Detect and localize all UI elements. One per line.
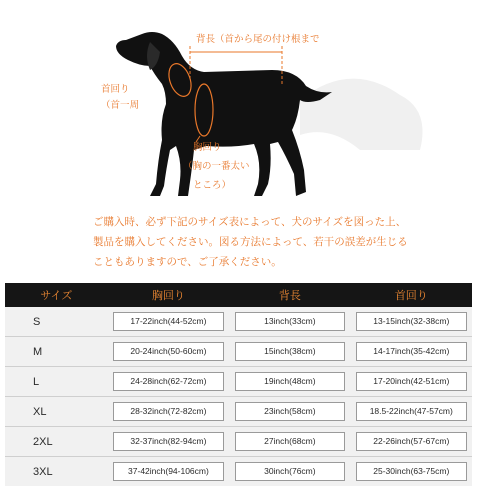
chest-value: 28-32inch(72-82cm) bbox=[113, 402, 223, 421]
neck-value: 25-30inch(63-75cm) bbox=[356, 462, 467, 481]
chest-label-line3: ところ） bbox=[193, 180, 232, 191]
chest-value: 20-24inch(50-60cm) bbox=[113, 342, 223, 361]
neck-label-line2: （首一周 bbox=[101, 100, 140, 111]
notice-line-1: ご購入時、必ず下記のサイズ表によって、犬のサイズを図った上、 bbox=[93, 216, 407, 228]
neck-value: 13-15inch(32-38cm) bbox=[356, 312, 467, 331]
neck-cell bbox=[351, 456, 472, 486]
back-length-cell bbox=[229, 366, 350, 396]
table-row bbox=[5, 426, 472, 456]
table-row bbox=[5, 396, 472, 426]
back-length-cell bbox=[229, 426, 350, 456]
size-cell: 3XL bbox=[5, 456, 108, 486]
back-length-value: 27inch(68cm) bbox=[235, 432, 345, 451]
back-length-label: 背長（首から尾の付け根まで bbox=[196, 34, 320, 45]
chest-cell bbox=[108, 336, 229, 366]
back-length-cell bbox=[229, 307, 350, 336]
size-chart-table bbox=[5, 283, 472, 486]
back-length-value: 30inch(76cm) bbox=[235, 462, 345, 481]
neck-value: 14-17inch(35-42cm) bbox=[356, 342, 467, 361]
purchase-notice bbox=[93, 212, 453, 272]
back-length-value: 19inch(48cm) bbox=[235, 372, 345, 391]
size-cell: M bbox=[5, 336, 108, 366]
size-cell: L bbox=[5, 366, 108, 396]
size-cell: XL bbox=[5, 396, 108, 426]
notice-line-3: こともありますので、ご了承ください。 bbox=[93, 256, 282, 268]
header-neck: 首回り bbox=[351, 283, 472, 307]
chest-cell bbox=[108, 366, 229, 396]
back-length-value: 15inch(38cm) bbox=[235, 342, 345, 361]
neck-cell bbox=[351, 336, 472, 366]
neck-cell bbox=[351, 396, 472, 426]
chest-cell bbox=[108, 456, 229, 486]
neck-cell bbox=[351, 366, 472, 396]
chest-value: 17-22inch(44-52cm) bbox=[113, 312, 223, 331]
chest-cell bbox=[108, 396, 229, 426]
neck-value: 17-20inch(42-51cm) bbox=[356, 372, 467, 391]
background-shape bbox=[300, 79, 423, 150]
back-length-value: 13inch(33cm) bbox=[235, 312, 345, 331]
chest-cell bbox=[108, 426, 229, 456]
size-cell: 2XL bbox=[5, 426, 108, 456]
neck-cell bbox=[351, 426, 472, 456]
chest-value: 37-42inch(94-106cm) bbox=[113, 462, 223, 481]
size-cell: S bbox=[33, 315, 41, 328]
header-size: サイズ bbox=[5, 283, 108, 307]
back-length-cell bbox=[229, 336, 350, 366]
chest-value: 24-28inch(62-72cm) bbox=[113, 372, 223, 391]
notice-line-2: 製品を購入してください。図る方法によって、若干の誤差が生じる bbox=[93, 236, 408, 248]
table-header-row bbox=[5, 283, 472, 307]
dog-measurement-diagram bbox=[0, 0, 477, 215]
neck-value: 18.5-22inch(47-57cm) bbox=[356, 402, 467, 421]
dog-silhouette bbox=[0, 0, 477, 215]
back-length-value: 23inch(58cm) bbox=[235, 402, 345, 421]
table-row bbox=[5, 307, 472, 336]
table-row bbox=[5, 456, 472, 486]
table-row bbox=[5, 336, 472, 366]
chest-label-line2: （胸の一番太い bbox=[183, 161, 250, 172]
neck-value: 22-26inch(57-67cm) bbox=[356, 432, 467, 451]
table-row bbox=[5, 366, 472, 396]
chest-cell bbox=[108, 307, 229, 336]
neck-cell bbox=[351, 307, 472, 336]
chest-value: 32-37inch(82-94cm) bbox=[113, 432, 223, 451]
header-back-length: 背長 bbox=[229, 283, 350, 307]
chest-label-line1: 胸回り bbox=[193, 142, 222, 153]
back-length-cell bbox=[229, 456, 350, 486]
header-chest: 胸回り bbox=[108, 283, 229, 307]
back-length-cell bbox=[229, 396, 350, 426]
neck-label-line1: 首回り bbox=[101, 84, 130, 95]
